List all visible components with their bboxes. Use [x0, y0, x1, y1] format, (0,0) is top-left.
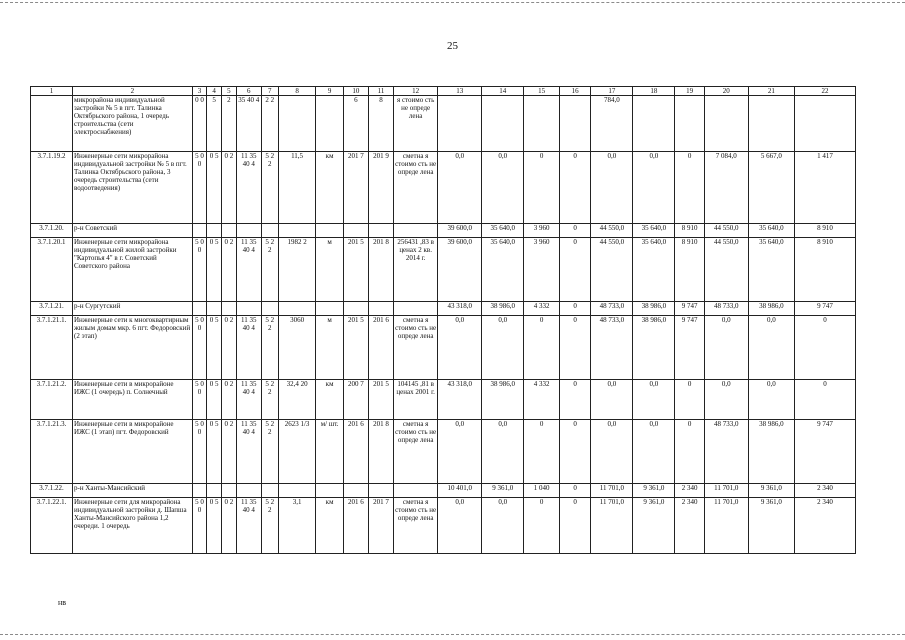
table-cell: 11 35 40 4 [236, 152, 261, 224]
table-cell: 0 5 [207, 420, 222, 484]
table-cell [192, 484, 207, 498]
footer-mark: нв [58, 598, 67, 607]
row-code-cell: 3.7.1.21. [31, 302, 73, 316]
table-cell: 4 332 [524, 302, 560, 316]
header-row [31, 87, 856, 96]
table-cell: 0 5 [207, 498, 222, 554]
table-cell: 0 [675, 380, 704, 420]
table-cell: 0,0 [704, 380, 748, 420]
column-header: 21 [748, 87, 794, 96]
table-row [31, 316, 856, 380]
row-name-cell: Инженерные сети микрорайона индивидуальной застройки № 5 в пгт. Талинка Октябрьского района, 3 очередь строительства (сети водоотведения) [72, 152, 192, 224]
column-header: 11 [368, 87, 393, 96]
table-cell: 0 2 [222, 420, 237, 484]
table-cell: 10 401,0 [438, 484, 482, 498]
table-cell [795, 96, 856, 152]
row-name-cell: Инженерные сети микрорайона индивидуальной жилой застройки "Картопья 4" в г. Советский Советского района [72, 238, 192, 302]
table-cell: 0,0 [748, 316, 794, 380]
table-cell [394, 302, 438, 316]
column-header: 20 [704, 87, 748, 96]
table-cell [236, 302, 261, 316]
table-cell: 8 910 [795, 238, 856, 302]
table-cell [316, 224, 343, 238]
row-name-cell: р-н Ханты-Мансийский [72, 484, 192, 498]
table-cell: 0 [559, 498, 590, 554]
column-header: 15 [524, 87, 560, 96]
table-cell: 11 35 40 4 [236, 420, 261, 484]
table-cell: 0 2 [222, 380, 237, 420]
table-cell: 0,0 [438, 316, 482, 380]
table-cell: 9 747 [795, 302, 856, 316]
table-cell [482, 96, 524, 152]
table-cell: 0 [795, 380, 856, 420]
table-cell: 0 [524, 316, 560, 380]
table-cell: 8 910 [675, 238, 704, 302]
table-cell: 0,0 [633, 420, 675, 484]
row-name-cell: р-н Советский [72, 224, 192, 238]
table-cell: 0,0 [438, 152, 482, 224]
table-cell: 784,0 [591, 96, 633, 152]
table-cell: 2 340 [795, 484, 856, 498]
table-cell: 0 [795, 316, 856, 380]
table-cell: 11 701,0 [704, 498, 748, 554]
table-cell: 43 318,0 [438, 302, 482, 316]
table-cell [222, 484, 237, 498]
table-cell: 0 0 [192, 96, 207, 152]
table-cell: 201 8 [368, 238, 393, 302]
table-cell [704, 96, 748, 152]
table-cell: 0 [559, 484, 590, 498]
table-cell [748, 96, 794, 152]
table-cell: 0 [559, 238, 590, 302]
table-cell: 5 2 2 [261, 152, 278, 224]
table-cell: 0 [524, 420, 560, 484]
table-cell: 7 084,0 [704, 152, 748, 224]
table-cell: 48 733,0 [704, 420, 748, 484]
table-cell: 44 550,0 [704, 224, 748, 238]
table-cell: 0 5 [207, 152, 222, 224]
table-cell [394, 484, 438, 498]
table-cell: 11 701,0 [704, 484, 748, 498]
table-cell: 0 2 [222, 238, 237, 302]
table-cell: 35 640,0 [482, 238, 524, 302]
table-cell: 4 332 [524, 380, 560, 420]
table-cell [368, 224, 393, 238]
table-cell: 5 2 2 [261, 238, 278, 302]
table-cell [261, 224, 278, 238]
table-cell: 0 [559, 302, 590, 316]
table-cell: 0 [675, 152, 704, 224]
row-name-cell: р-н Сургутский [72, 302, 192, 316]
table-cell [278, 484, 316, 498]
table-cell: 0 5 [207, 316, 222, 380]
table-cell [278, 302, 316, 316]
table-cell: м [316, 316, 343, 380]
table-cell: м [316, 238, 343, 302]
column-header: 19 [675, 87, 704, 96]
table-cell [222, 224, 237, 238]
table-cell: 1982 2 [278, 238, 316, 302]
table-cell: 38 986,0 [633, 302, 675, 316]
table-cell: 0 2 [222, 316, 237, 380]
table-cell: 0,0 [482, 498, 524, 554]
table-row [31, 302, 856, 316]
table-cell: 38 986,0 [748, 302, 794, 316]
table-cell: 0 5 [207, 238, 222, 302]
table-cell [261, 484, 278, 498]
table-cell: 0 [559, 224, 590, 238]
table-cell: 0 [524, 152, 560, 224]
table-cell [278, 96, 316, 152]
table-cell: 201 7 [368, 498, 393, 554]
column-header: 6 [236, 87, 261, 96]
table-cell [368, 302, 393, 316]
table-cell: км [316, 380, 343, 420]
table-cell: 200 7 [343, 380, 368, 420]
table-cell [316, 96, 343, 152]
table-cell [192, 224, 207, 238]
table-cell: 35 640,0 [633, 224, 675, 238]
table-cell: 201 7 [343, 152, 368, 224]
table-cell: 9 361,0 [748, 498, 794, 554]
table-cell: 8 [368, 96, 393, 152]
table-cell: 11 35 40 4 [236, 238, 261, 302]
table-cell: 5 0 0 [192, 380, 207, 420]
table-cell: 0 [559, 152, 590, 224]
table-cell [343, 224, 368, 238]
table-cell: 0 [559, 316, 590, 380]
table-cell: 11 701,0 [591, 498, 633, 554]
table-cell [438, 96, 482, 152]
table-cell: сметна я стоимо сть не опреде лена [394, 152, 438, 224]
table-cell [559, 96, 590, 152]
table-cell: 5 2 2 [261, 380, 278, 420]
table-cell: 5 [207, 96, 222, 152]
column-header: 5 [222, 87, 237, 96]
table-cell: 9 361,0 [633, 484, 675, 498]
table-cell: 2 340 [675, 498, 704, 554]
budget-table [30, 86, 856, 554]
table-cell [222, 302, 237, 316]
table-cell: 11 701,0 [591, 484, 633, 498]
table-cell: 44 550,0 [704, 238, 748, 302]
column-header: 9 [316, 87, 343, 96]
table-cell: 0,0 [633, 152, 675, 224]
table-cell: 32,4 20 [278, 380, 316, 420]
table-cell: 0,0 [482, 420, 524, 484]
column-header: 12 [394, 87, 438, 96]
table-cell: 5 667,0 [748, 152, 794, 224]
table-cell: 5 0 0 [192, 420, 207, 484]
table-cell [207, 224, 222, 238]
column-header: 13 [438, 87, 482, 96]
row-code-cell: 3.7.1.22.1. [31, 498, 73, 554]
table-row [31, 420, 856, 484]
table-row [31, 484, 856, 498]
table-cell: 0 [524, 498, 560, 554]
table-cell: 201 5 [343, 316, 368, 380]
row-name-cell: Инженерные сети к многоквартирным жилым домам мкр. 6 пгт. Федоровский (2 этап) [72, 316, 192, 380]
table-cell: 38 986,0 [748, 420, 794, 484]
table-row [31, 152, 856, 224]
table-cell [207, 302, 222, 316]
table-cell: 0 [675, 420, 704, 484]
table-cell: 201 6 [368, 316, 393, 380]
row-code-cell: 3.7.1.19.2 [31, 152, 73, 224]
table-cell: 1 417 [795, 152, 856, 224]
table-cell: 43 318,0 [438, 380, 482, 420]
table-cell [278, 224, 316, 238]
table-cell [192, 302, 207, 316]
table-cell: 5 0 0 [192, 316, 207, 380]
table-cell: 201 5 [343, 238, 368, 302]
row-code-cell [31, 96, 73, 152]
table-cell: 0 5 [207, 380, 222, 420]
table-cell: 8 910 [795, 224, 856, 238]
table-cell: 39 600,0 [438, 238, 482, 302]
table-cell: 0,0 [748, 380, 794, 420]
table-cell: 0,0 [438, 420, 482, 484]
table-cell: 9 361,0 [633, 498, 675, 554]
row-code-cell: 3.7.1.22. [31, 484, 73, 498]
table-cell: 48 733,0 [591, 302, 633, 316]
table-cell: 6 [343, 96, 368, 152]
table-cell: 0 [559, 420, 590, 484]
column-header: 18 [633, 87, 675, 96]
table-cell: сметна я стоимо сть не опреде лена [394, 316, 438, 380]
table-cell [236, 484, 261, 498]
table-cell: 9 747 [675, 302, 704, 316]
table-cell: 35 640,0 [748, 224, 794, 238]
table-cell: 48 733,0 [704, 302, 748, 316]
table-cell: км [316, 152, 343, 224]
table-cell: км [316, 498, 343, 554]
table-cell: 1 040 [524, 484, 560, 498]
table-cell: 38 986,0 [482, 380, 524, 420]
row-code-cell: 3.7.1.20.1 [31, 238, 73, 302]
table-cell: 2 340 [675, 484, 704, 498]
table-cell: 9 747 [795, 420, 856, 484]
table-cell: 201 6 [343, 498, 368, 554]
table-cell [394, 224, 438, 238]
page-number: 25 [447, 40, 458, 52]
table-cell: 2 [222, 96, 237, 152]
table-row [31, 96, 856, 152]
table-cell [261, 302, 278, 316]
row-name-cell: Инженерные сети для микрорайона индивидуальной застройки д. Шапша Ханты-Мансийского района 1,2 очереди. 1 очередь [72, 498, 192, 554]
table-cell [368, 484, 393, 498]
table-cell: я стоимо сть не опреде лена [394, 96, 438, 152]
column-header: 4 [207, 87, 222, 96]
table-cell: 38 986,0 [482, 302, 524, 316]
table-cell: сметна я стоимо сть не опреде лена [394, 498, 438, 554]
table-cell: 2 2 [261, 96, 278, 152]
table-row [31, 238, 856, 302]
table-cell: 0,0 [591, 420, 633, 484]
table-cell: м/ шт. [316, 420, 343, 484]
table-cell: 201 8 [368, 420, 393, 484]
table-cell: 0,0 [633, 380, 675, 420]
table-cell: 3 960 [524, 224, 560, 238]
table-cell: 48 733,0 [591, 316, 633, 380]
table-cell: 256431 ,83 в ценах 2 кв. 2014 г. [394, 238, 438, 302]
table-cell: 11,5 [278, 152, 316, 224]
column-header: 16 [559, 87, 590, 96]
table-cell: 5 2 2 [261, 316, 278, 380]
table-cell: 201 6 [343, 420, 368, 484]
table-cell: 44 550,0 [591, 238, 633, 302]
column-header: 14 [482, 87, 524, 96]
table-cell: сметна я стоимо сть не опреде лена [394, 420, 438, 484]
table-cell: 11 35 40 4 [236, 498, 261, 554]
table-cell [343, 484, 368, 498]
table-cell: 38 986,0 [633, 316, 675, 380]
table-cell [316, 302, 343, 316]
table-cell: 5 2 2 [261, 420, 278, 484]
table-cell: 11 35 40 4 [236, 380, 261, 420]
table-row [31, 498, 856, 554]
table-cell [524, 96, 560, 152]
table-cell: 2623 1/3 [278, 420, 316, 484]
column-header: 1 [31, 87, 73, 96]
row-code-cell: 3.7.1.20. [31, 224, 73, 238]
row-name-cell: Инженерные сети в микрорайоне ИЖС (1 этап) пгт. Федоровский [72, 420, 192, 484]
column-header: 3 [192, 87, 207, 96]
column-header: 22 [795, 87, 856, 96]
column-header: 2 [72, 87, 192, 96]
table-cell: 0,0 [591, 152, 633, 224]
table-cell: 201 9 [368, 152, 393, 224]
table-cell: 201 5 [368, 380, 393, 420]
table-cell: 11 35 40 4 [236, 316, 261, 380]
table-cell: 9 361,0 [482, 484, 524, 498]
table-cell: 2 340 [795, 498, 856, 554]
table-cell: 3060 [278, 316, 316, 380]
column-header: 7 [261, 87, 278, 96]
row-name-cell: микрорайона индивидуальной застройки № 5 в пгт. Талинка Октябрьского района, 1 очередь строительства (сети электроснабжения) [72, 96, 192, 152]
bottom-scan-edge [0, 634, 905, 635]
table-cell: 8 910 [675, 224, 704, 238]
row-name-cell: Инженерные сети в микрорайоне ИЖС (1 очередь) п. Солнечный [72, 380, 192, 420]
row-code-cell: 3.7.1.21.1. [31, 316, 73, 380]
table-cell [343, 302, 368, 316]
table-cell [236, 224, 261, 238]
table-cell: 35 640,0 [482, 224, 524, 238]
table-cell: 5 2 2 [261, 498, 278, 554]
table-row [31, 380, 856, 420]
row-code-cell: 3.7.1.21.3. [31, 420, 73, 484]
table-cell: 0,0 [704, 316, 748, 380]
table-cell: 39 600,0 [438, 224, 482, 238]
row-code-cell: 3.7.1.21.2. [31, 380, 73, 420]
table-cell: 5 0 0 [192, 238, 207, 302]
table-cell: 35 640,0 [633, 238, 675, 302]
column-header: 17 [591, 87, 633, 96]
table-cell [316, 484, 343, 498]
table-cell: 44 550,0 [591, 224, 633, 238]
table-cell: 3 960 [524, 238, 560, 302]
table-cell: 0,0 [438, 498, 482, 554]
column-header: 10 [343, 87, 368, 96]
table-cell: 0,0 [482, 316, 524, 380]
table-cell: 0 2 [222, 498, 237, 554]
column-header: 8 [278, 87, 316, 96]
table-cell: 104145 ,81 в ценах 2001 г. [394, 380, 438, 420]
table-cell: 5 0 0 [192, 498, 207, 554]
table-row [31, 224, 856, 238]
table-cell: 3,1 [278, 498, 316, 554]
table-cell: 0 2 [222, 152, 237, 224]
table-cell: 0,0 [482, 152, 524, 224]
top-scan-edge [0, 2, 905, 3]
table-cell [675, 96, 704, 152]
table-cell: 35 40 4 [236, 96, 261, 152]
table-cell: 0 [559, 380, 590, 420]
table-cell: 5 0 0 [192, 152, 207, 224]
table-cell: 35 640,0 [748, 238, 794, 302]
table-cell [633, 96, 675, 152]
table-cell: 9 361,0 [748, 484, 794, 498]
table-cell: 0,0 [591, 380, 633, 420]
table-cell: 9 747 [675, 316, 704, 380]
table-cell [207, 484, 222, 498]
